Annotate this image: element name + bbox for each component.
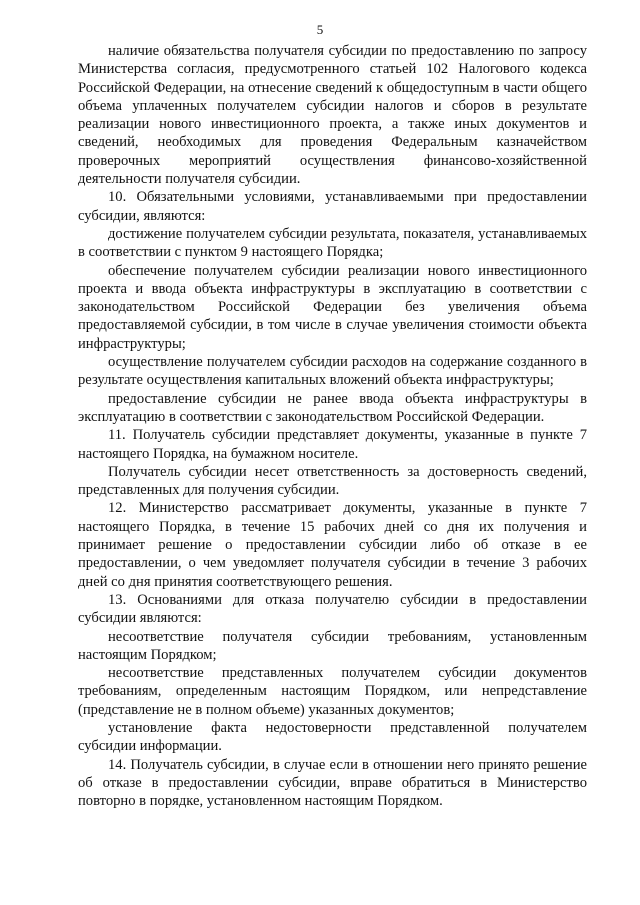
document-body bbox=[78, 42, 587, 810]
paragraph: предоставление субсидии не ранее ввода объекта инфраструктуры в эксплуатацию в соответствии с законодательством Российской Федерации. bbox=[78, 390, 587, 425]
paragraph: несоответствие представленных получателем субсидии документов требованиям, определенным настоящим Порядком, или непредставление (представление не в полном объеме) указанных документов; bbox=[78, 665, 587, 718]
paragraph: 12. Министерство рассматривает документы, указанные в пункте 7 настоящего Порядка, в течение 15 рабочих дней со дня их получения и принимает решение о предоставлении субсидии либо об отказе в ее предоставлении, о чем уведомляет получателя субсидии в течение 3 рабочих дней со дня принятия соответствующего решения. bbox=[78, 500, 587, 590]
paragraph: осуществление получателем субсидии расходов на содержание созданного в результате осуществления капитальных вложений объекта инфраструктуры; bbox=[78, 354, 587, 389]
paragraph: 10. Обязательными условиями, устанавливаемыми при предоставлении субсидии, являются: bbox=[78, 189, 587, 224]
paragraph: достижение получателем субсидии результата, показателя, устанавливаемых в соответствии с пунктом 9 настоящего Порядка; bbox=[78, 225, 587, 261]
paragraph: несоответствие получателя субсидии требованиям, установленным настоящим Порядком; bbox=[78, 628, 587, 663]
paragraph: 13. Основаниями для отказа получателю субсидии в предоставлении субсидии являются: bbox=[78, 591, 587, 627]
paragraph: установление факта недостоверности представленной получателем субсидии информации. bbox=[78, 719, 587, 755]
paragraph: наличие обязательства получателя субсидии по предоставлению по запросу Министерства согласия, предусмотренного статьей 102 Налогового кодекса Российской Федерации, на отнесение сведений к общедоступным в части общего объема уплаченных получателем субсидии налогов и сборов в результате реализации нового инвестиционного проекта, а также иных документов и сведений, необходимых для проведения Федеральным казначейством проверочных мероприятий осуществления финансово-хозяйственной деятельности получателя субсидии. bbox=[78, 43, 587, 188]
paragraph: Получатель субсидии несет ответственность за достоверность сведений, представленных для получения субсидии. bbox=[78, 463, 587, 499]
page-number: 5 bbox=[316, 22, 324, 37]
paragraph: обеспечение получателем субсидии реализации нового инвестиционного проекта и ввода объекта инфраструктуры в эксплуатацию в соответствии с законодательством Российской Федерации без увеличения объема предоставляемой субсидии, в том числе в случае увеличения стоимости объекта инфраструктуры; bbox=[78, 262, 587, 352]
paragraph: 11. Получатель субсидии представляет документы, указанные в пункте 7 настоящего Порядка, на бумажном носителе. bbox=[78, 427, 587, 462]
paragraph: 14. Получатель субсидии, в случае если в отношении него принято решение об отказе в предоставлении субсидии, вправе обратиться в Министерство повторно в порядке, установленном настоящим Порядком. bbox=[78, 756, 587, 810]
